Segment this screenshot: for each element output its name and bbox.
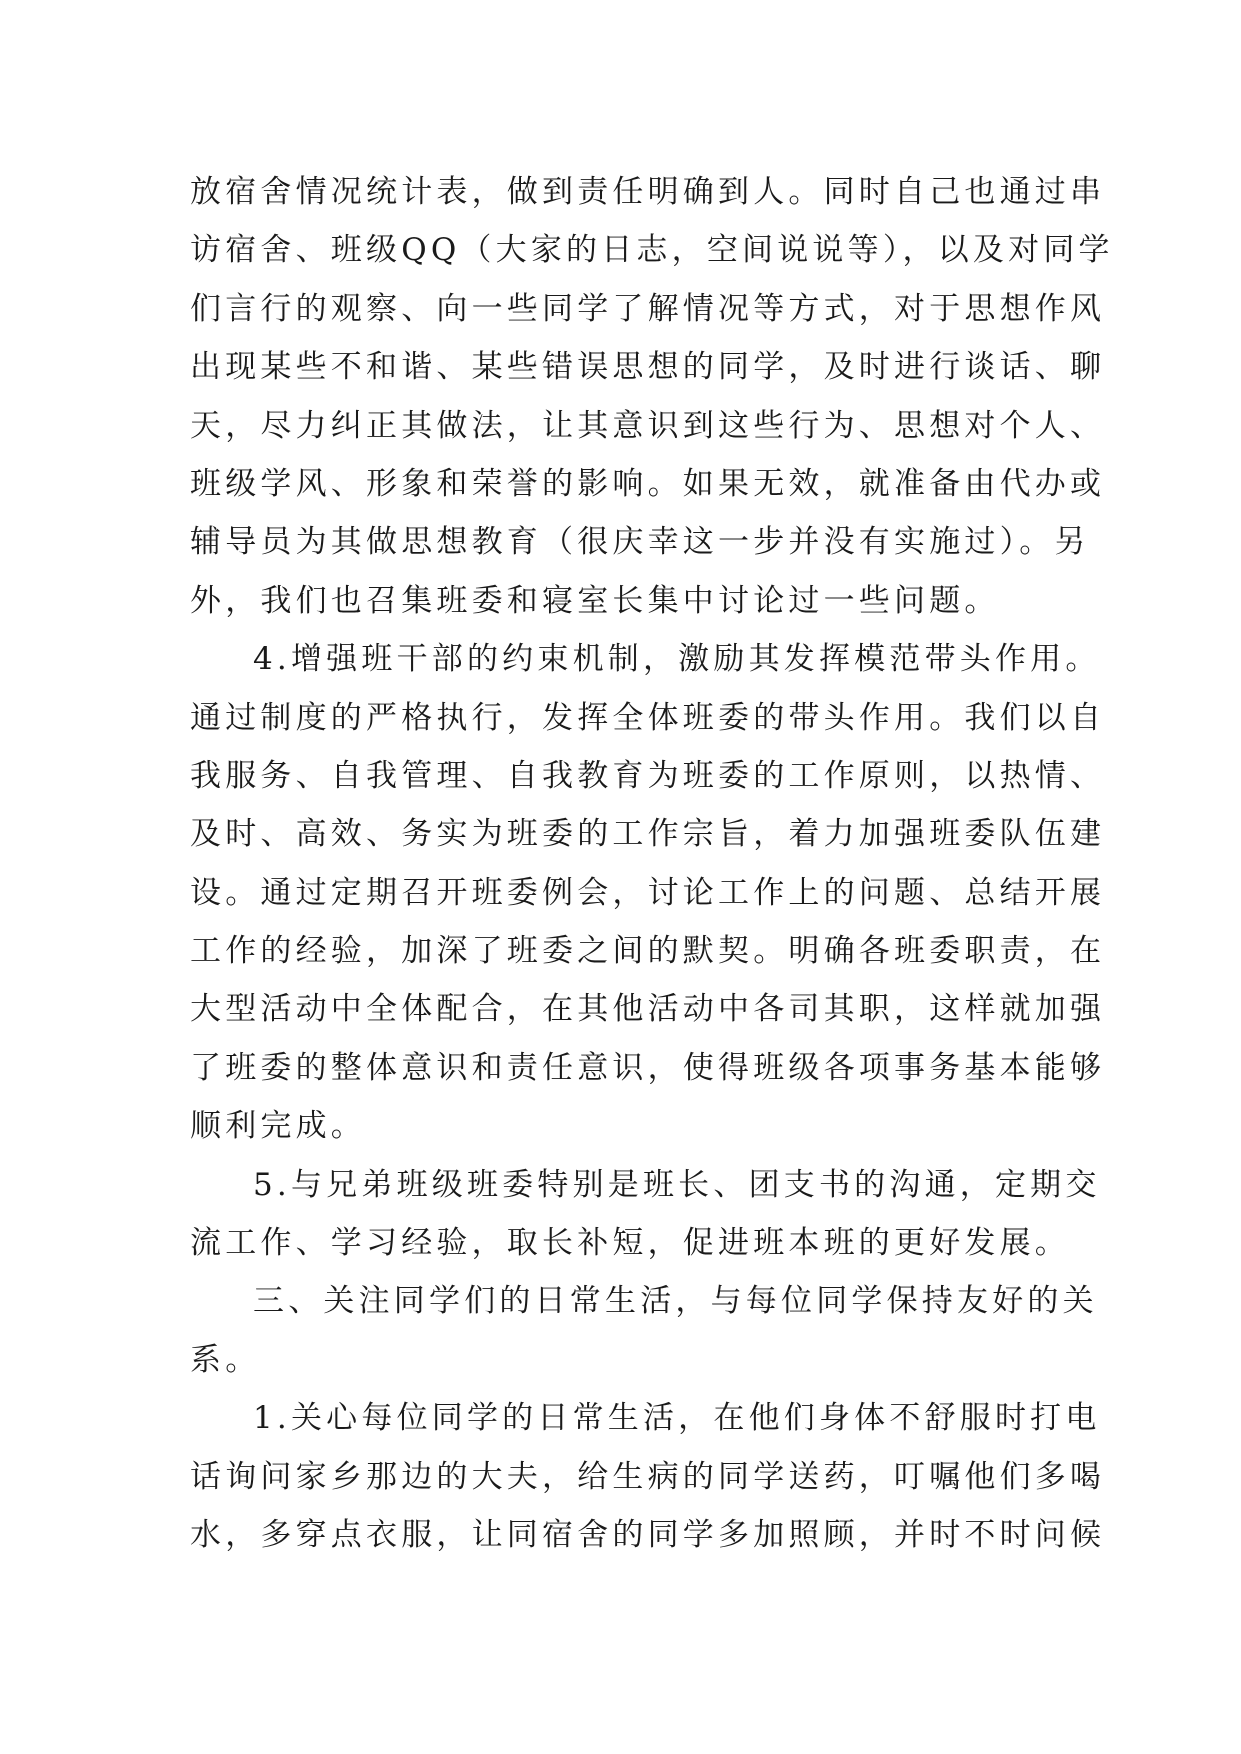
text-line: 设。通过定期召开班委例会，讨论工作上的问题、总结开展 bbox=[190, 874, 1106, 911]
text-line: 天，尽力纠正其做法，让其意识到这些行为、思想对个人、 bbox=[190, 407, 1106, 444]
text-line: 外，我们也召集班委和寝室长集中讨论过一些问题。 bbox=[190, 582, 1000, 619]
text-line: 工作的经验，加深了班委之间的默契。明确各班委职责，在 bbox=[190, 933, 1106, 970]
text-line: 班级学风、形象和荣誉的影响。如果无效，就准备由代办或 bbox=[190, 465, 1106, 502]
text-line: 了班委的整体意识和责任意识，使得班级各项事务基本能够 bbox=[190, 1049, 1106, 1086]
text-line: 我服务、自我管理、自我教育为班委的工作原则，以热情、 bbox=[190, 757, 1106, 794]
section-heading-line: 三、关注同学们的日常生活，与每位同学保持友好的关 bbox=[253, 1283, 1098, 1320]
text-line: 辅导员为其做思想教育（很庆幸这一步并没有实施过）。另 bbox=[190, 524, 1090, 561]
text-line: 们言行的观察、向一些同学了解情况等方式，对于思想作风 bbox=[190, 290, 1106, 327]
text-line: 话询问家乡那边的大夫，给生病的同学送药，叮嘱他们多喝 bbox=[190, 1458, 1106, 1495]
text-line: 通过制度的严格执行，发挥全体班委的带头作用。我们以自 bbox=[190, 699, 1106, 736]
paragraph-heading-line: 4.增强班干部的约束机制，激励其发挥模范带头作用。 bbox=[253, 641, 1101, 678]
paragraph-heading-line: 5.与兄弟班级班委特别是班长、团支书的沟通，定期交 bbox=[253, 1166, 1101, 1203]
text-line: 访宿舍、班级QQ（大家的日志，空间说说等），以及对同学 bbox=[190, 232, 1114, 269]
document-body bbox=[190, 163, 1114, 1564]
text-line: 顺利完成。 bbox=[190, 1108, 366, 1145]
text-line: 系。 bbox=[190, 1341, 261, 1378]
text-line: 及时、高效、务实为班委的工作宗旨，着力加强班委队伍建 bbox=[190, 816, 1106, 853]
text-line: 出现某些不和谐、某些错误思想的同学，及时进行谈话、聊 bbox=[190, 349, 1106, 386]
text-line: 流工作、学习经验，取长补短，促进班本班的更好发展。 bbox=[190, 1225, 1070, 1262]
text-line: 放宿舍情况统计表，做到责任明确到人。同时自己也通过串 bbox=[190, 174, 1106, 210]
text-line: 大型活动中全体配合，在其他活动中各司其职，这样就加强 bbox=[190, 991, 1106, 1028]
text-line: 水，多穿点衣服，让同宿舍的同学多加照顾，并时不时问候 bbox=[190, 1516, 1106, 1553]
paragraph-heading-line: 1.关心每位同学的日常生活，在他们身体不舒服时打电 bbox=[253, 1400, 1101, 1437]
